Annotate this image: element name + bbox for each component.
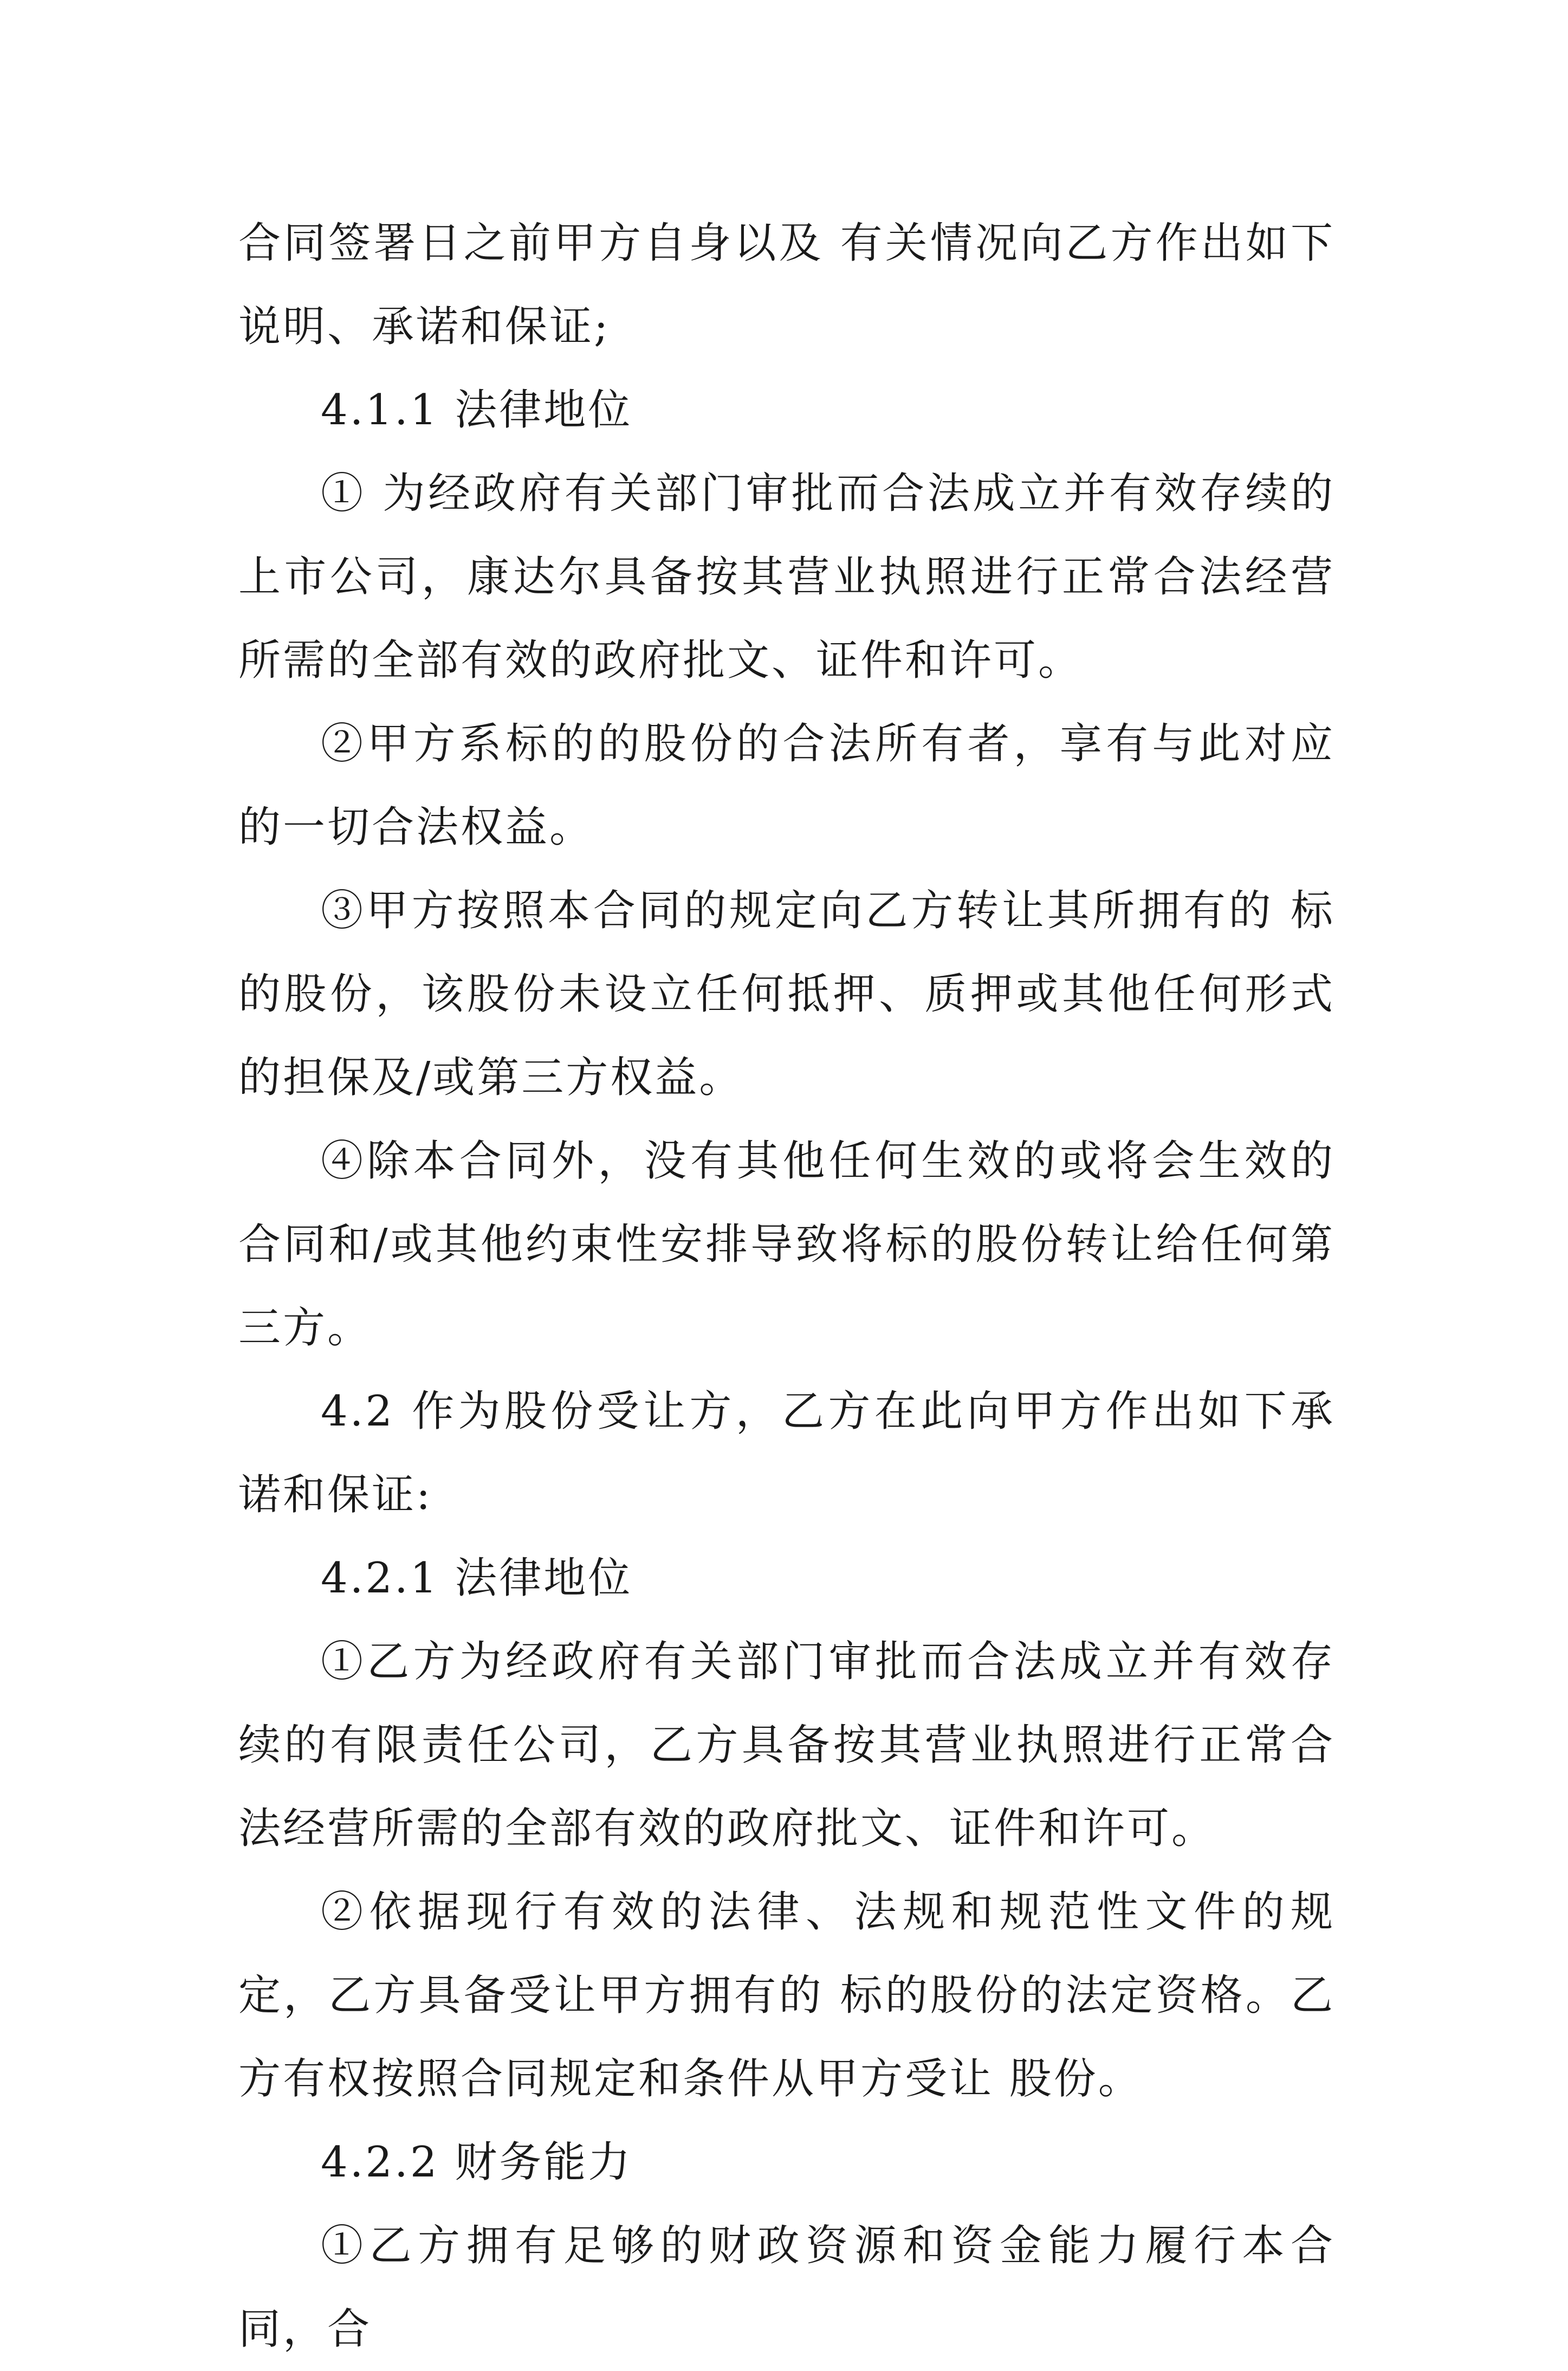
paragraph-4-2-2-item-1: ①乙方拥有足够的财政资源和资金能力履行本合同，合 (238, 2221, 1335, 2354)
paragraph-4-1-1-item-4: ④除本合同外，没有其他任何生效的或将会生效的合同和/或其他约束性安排导致将标的股份转让给任何第三方。 (238, 1137, 1335, 1352)
paragraph-intro: 合同签署日之前甲方自身以及 有关情况向乙方作出如下说明、承诺和保证; (238, 219, 1335, 351)
document-body (238, 202, 1335, 2371)
paragraph-4-2-1-item-2: ②依据现行有效的法律、法规和规范性文件的规定，乙方具备受让甲方拥有的 标的股份的法定资格。乙方有权按照合同规定和条件从甲方受让 股份。 (238, 1888, 1335, 2103)
heading-4-2-2: 4.2.2 财务能力 (321, 2138, 633, 2187)
paragraph-4-1-1-item-3: ③甲方按照本合同的规定向乙方转让其所拥有的 标的股份，该股份未设立任何抵押、质押或其他任何形式的担保及/或第三方权益。 (238, 886, 1335, 1102)
paragraph-4-1-1-item-2: ②甲方系标的的股份的合法所有者，享有与此对应的一切合法权益。 (238, 720, 1335, 852)
paragraph-4-1-1-item-1: ① 为经政府有关部门审批而合法成立并有效存续的上市公司，康达尔具备按其营业执照进行正常合法经营所需的全部有效的政府批文、证件和许可。 (238, 469, 1335, 685)
paragraph-4-2: 4.2 作为股份受让方，乙方在此向甲方作出如下承诺和保证: (238, 1387, 1335, 1519)
paragraph-4-2-1-item-1: ①乙方为经政府有关部门审批而合法成立并有效存续的有限责任公司，乙方具备按其营业执照进行正常合法经营所需的全部有效的政府批文、证件和许可。 (238, 1637, 1335, 1853)
heading-4-1-1: 4.1.1 法律地位 (321, 386, 633, 435)
heading-4-2-1: 4.2.1 法律地位 (321, 1554, 633, 1603)
